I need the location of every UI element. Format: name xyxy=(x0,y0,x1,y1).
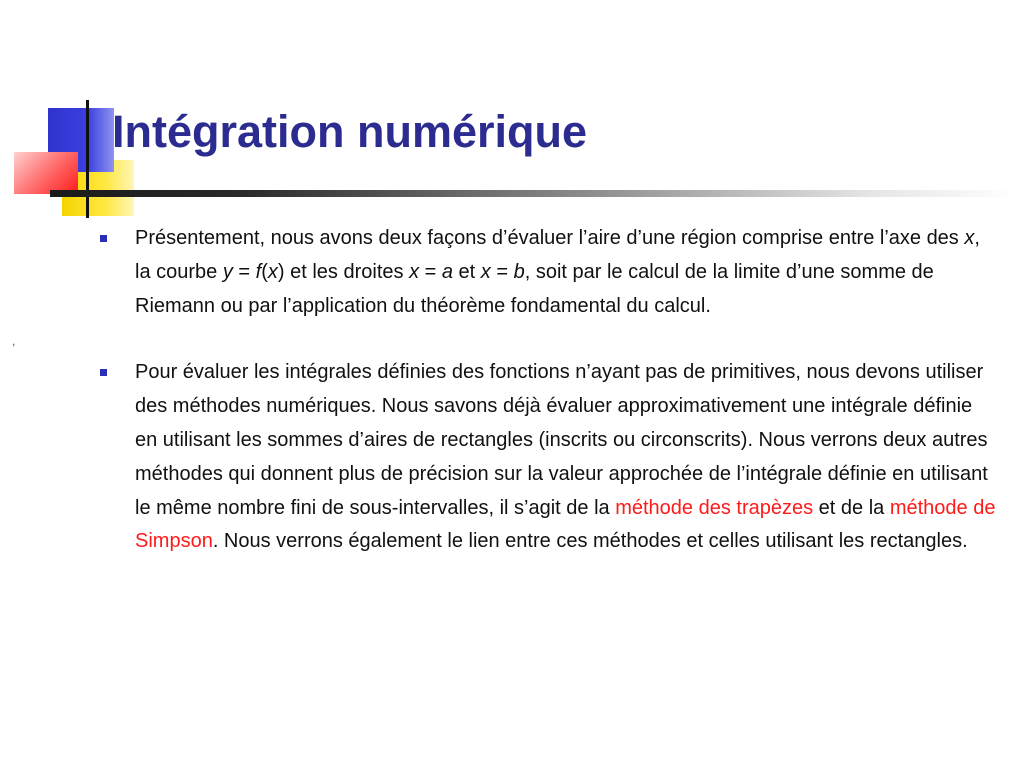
text-segment: . Nous verrons également le lien entre ces méthodes et celles utilisant les rectangles. xyxy=(212,530,968,553)
bullet-2-text xyxy=(135,361,995,552)
text-segment: et xyxy=(452,260,481,283)
var-f: f xyxy=(255,260,262,283)
var-x: x xyxy=(409,260,420,283)
equals-sign: = xyxy=(232,260,256,283)
equals-sign: = xyxy=(490,260,514,283)
text-segment: , soit par le calcul de la limite d’une somme de Riemann ou par l’application du théorème fondamental du calcul. xyxy=(135,260,934,317)
var-x: x xyxy=(480,260,491,283)
slide-content xyxy=(96,222,996,559)
simpson-method-link[interactable]: méthode de Simpson xyxy=(135,496,996,553)
paren-open: ( xyxy=(261,260,268,283)
text-segment: , la courbe xyxy=(135,227,980,283)
trapezoid-method-link[interactable]: méthode des trapèzes xyxy=(615,496,814,519)
bullet-2 xyxy=(96,356,996,559)
equals-sign: = xyxy=(419,260,442,283)
bullet-1-text xyxy=(135,227,980,317)
var-y: y xyxy=(222,260,233,283)
var-b: b xyxy=(513,260,525,283)
text-segment: Présentement, nous avons deux façons d’évaluer l’aire d’une région comprise entre l’axe des xyxy=(135,227,965,249)
var-x: x xyxy=(267,260,278,283)
title-underline xyxy=(50,190,1016,197)
var-a: a xyxy=(441,260,453,283)
text-segment: et de la xyxy=(813,496,890,519)
decor-vertical-line xyxy=(86,100,89,218)
var-x: x xyxy=(964,227,975,249)
slide-title: Intégration numérique xyxy=(112,106,588,157)
bullet-square-icon xyxy=(100,235,107,242)
bullet-1 xyxy=(96,222,996,323)
text-segment: et les droites xyxy=(284,260,410,283)
decor-red-square xyxy=(14,152,78,194)
paren-close: ) xyxy=(277,260,285,283)
text-segment: Pour évaluer les intégrales définies des fonctions n’ayant pas de primitives, nous devons utiliser des méthodes numériques. Nous savons déjà évaluer approximativement une intégrale définie en utilisant les sommes d’aires de rectangles (inscrits ou circonscrits). Nous verrons deux autres méthodes qui donnent plus de précision sur la valeur approchée de l’intégrale définie en utilisant le même nombre fini de sous-intervalles, il s’agit de la xyxy=(135,361,988,519)
bullet-square-icon xyxy=(100,369,107,376)
stray-mark: , xyxy=(12,334,16,348)
